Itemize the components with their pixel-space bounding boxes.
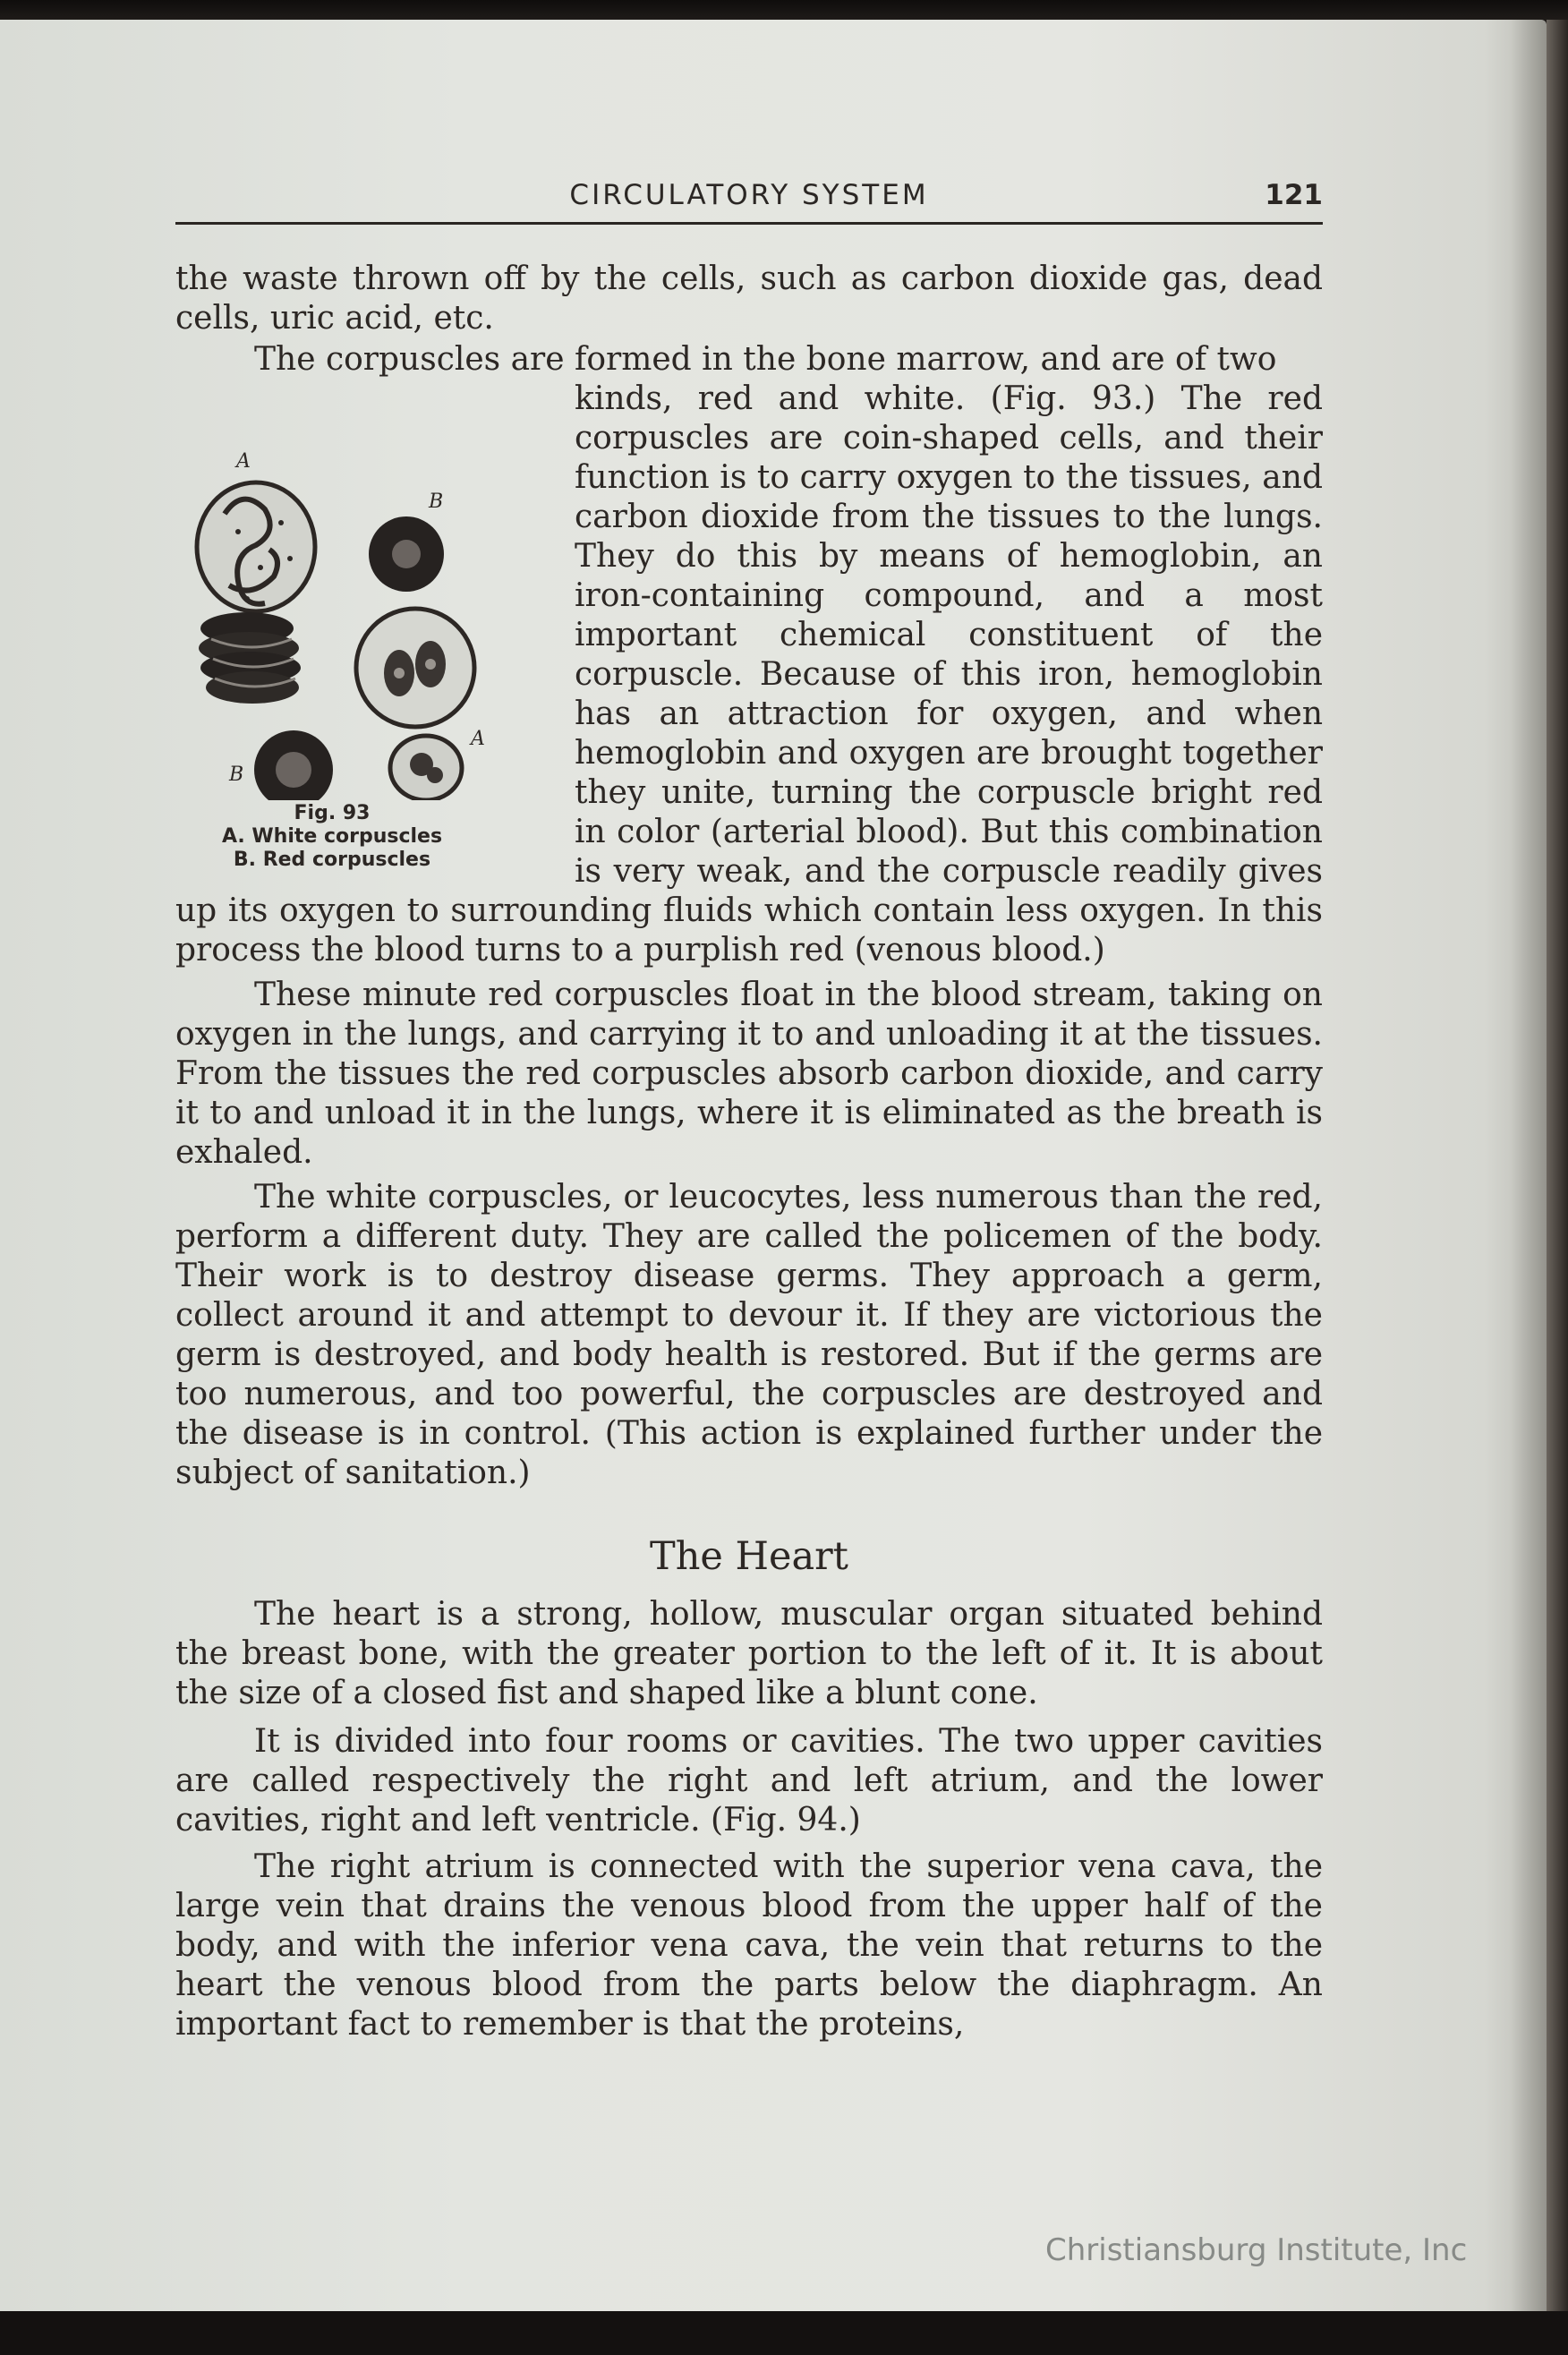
scan-edge-bottom — [0, 2311, 1568, 2355]
paragraph-right-atrium: The right atrium is connected with the superior vena cava, the large vein that drains the venous blood from the upper half of the body, and with the inferior vena cava, the vein that returns to the heart the venous blood from the parts below the diaphragm. An important fact to remember is that the proteins, — [175, 1848, 1323, 2043]
running-head: CIRCULATORY SYSTEM — [569, 179, 929, 211]
white-corpuscle-large — [197, 482, 315, 611]
paragraph-heart-intro: The heart is a strong, hollow, muscular organ situated behind the breast bone, with the greater portion to the left of it. It is about the size of a closed fist and shaped like a blunt cone. — [175, 1596, 1323, 1711]
figure-caption-title: Fig. 93 — [294, 802, 371, 824]
paragraph-corpuscles-body: kinds, red and white. (Fig. 93.) The red corpuscles are coin-shaped cells, and their function is to carry oxygen to the tissues, and carbon dioxide from the tissues to the lungs. They do this by means of hemoglobin, an iron-containing compound, and a most important chemical constituent of the corpuscle. Because of this iron, hemoglobin has an attraction for oxygen, and when hemoglobin and oxygen are brought together they unite, turning the corpuscle bright red in color (arterial blood). But this combination is very weak, and the corpuscle readily gives up its oxygen to surrounding fluids which contain less oxygen. In this process the blood turns to a purplish red (venous blood.) — [175, 380, 1323, 968]
figure-label-a-top: A — [236, 450, 251, 473]
page-number: 121 — [1265, 179, 1323, 211]
corpuscles-illustration — [175, 380, 498, 800]
page-stack-edge — [1547, 20, 1568, 2311]
figure-label-a-right: A — [471, 728, 485, 750]
figure-caption-b: B. Red corpuscles — [233, 849, 431, 871]
red-corpuscle-stack — [199, 612, 301, 704]
page-header — [175, 177, 1323, 225]
figure-label-b-top: B — [429, 491, 444, 513]
white-corpuscle-round — [356, 609, 474, 727]
figure-93 — [175, 380, 575, 871]
section-heading: The Heart — [650, 1534, 848, 1579]
figure-caption — [175, 802, 489, 872]
paragraph-red-corpuscles: These minute red corpuscles float in the blood stream, taking on oxygen in the lungs, and carrying it to and unloading it at the tissues. From the tissues the red corpuscles absorb carbon dioxide, and carry it to and unload it in the lungs, where it is eliminated as the breath is exhaled. — [175, 977, 1323, 1171]
red-corpuscle-bottom — [254, 730, 333, 800]
figure-label-b-left: B — [229, 764, 244, 786]
figure-caption-a: A. White corpuscles — [221, 825, 443, 848]
gutter-shadow — [1511, 20, 1547, 2311]
paragraph-white-corpuscles: The white corpuscles, or leucocytes, less numerous than the red, perform a different duty. They are called the policemen of the body. Their work is to destroy disease germs. They approach a germ, collect around it and attempt to devour it. If they are victorious the germ is destroyed, and body health is restored. But if the germs are too numerous, and too powerful, the corpuscles are destroyed and the disease is in control. (This action is explained further under the subject of sanitation.) — [175, 1179, 1323, 1491]
red-corpuscle-top — [369, 516, 444, 592]
paragraph-corpuscles — [175, 340, 1323, 970]
watermark: Christiansburg Institute, Inc — [1045, 2232, 1468, 2268]
paragraph-waste: the waste thrown off by the cells, such as carbon dioxide gas, dead cells, uric acid, etc. — [175, 260, 1323, 337]
paragraph-corpuscles-lead: The corpuscles are formed in the bone marrow, and are of two — [254, 341, 1277, 378]
paragraph-heart-cavities: It is divided into four rooms or cavities. The two upper cavities are called respectively the right and left atrium, and the lower cavities, right and left ventricle. (Fig. 94.) — [175, 1723, 1323, 1839]
white-corpuscle-small — [390, 736, 462, 800]
